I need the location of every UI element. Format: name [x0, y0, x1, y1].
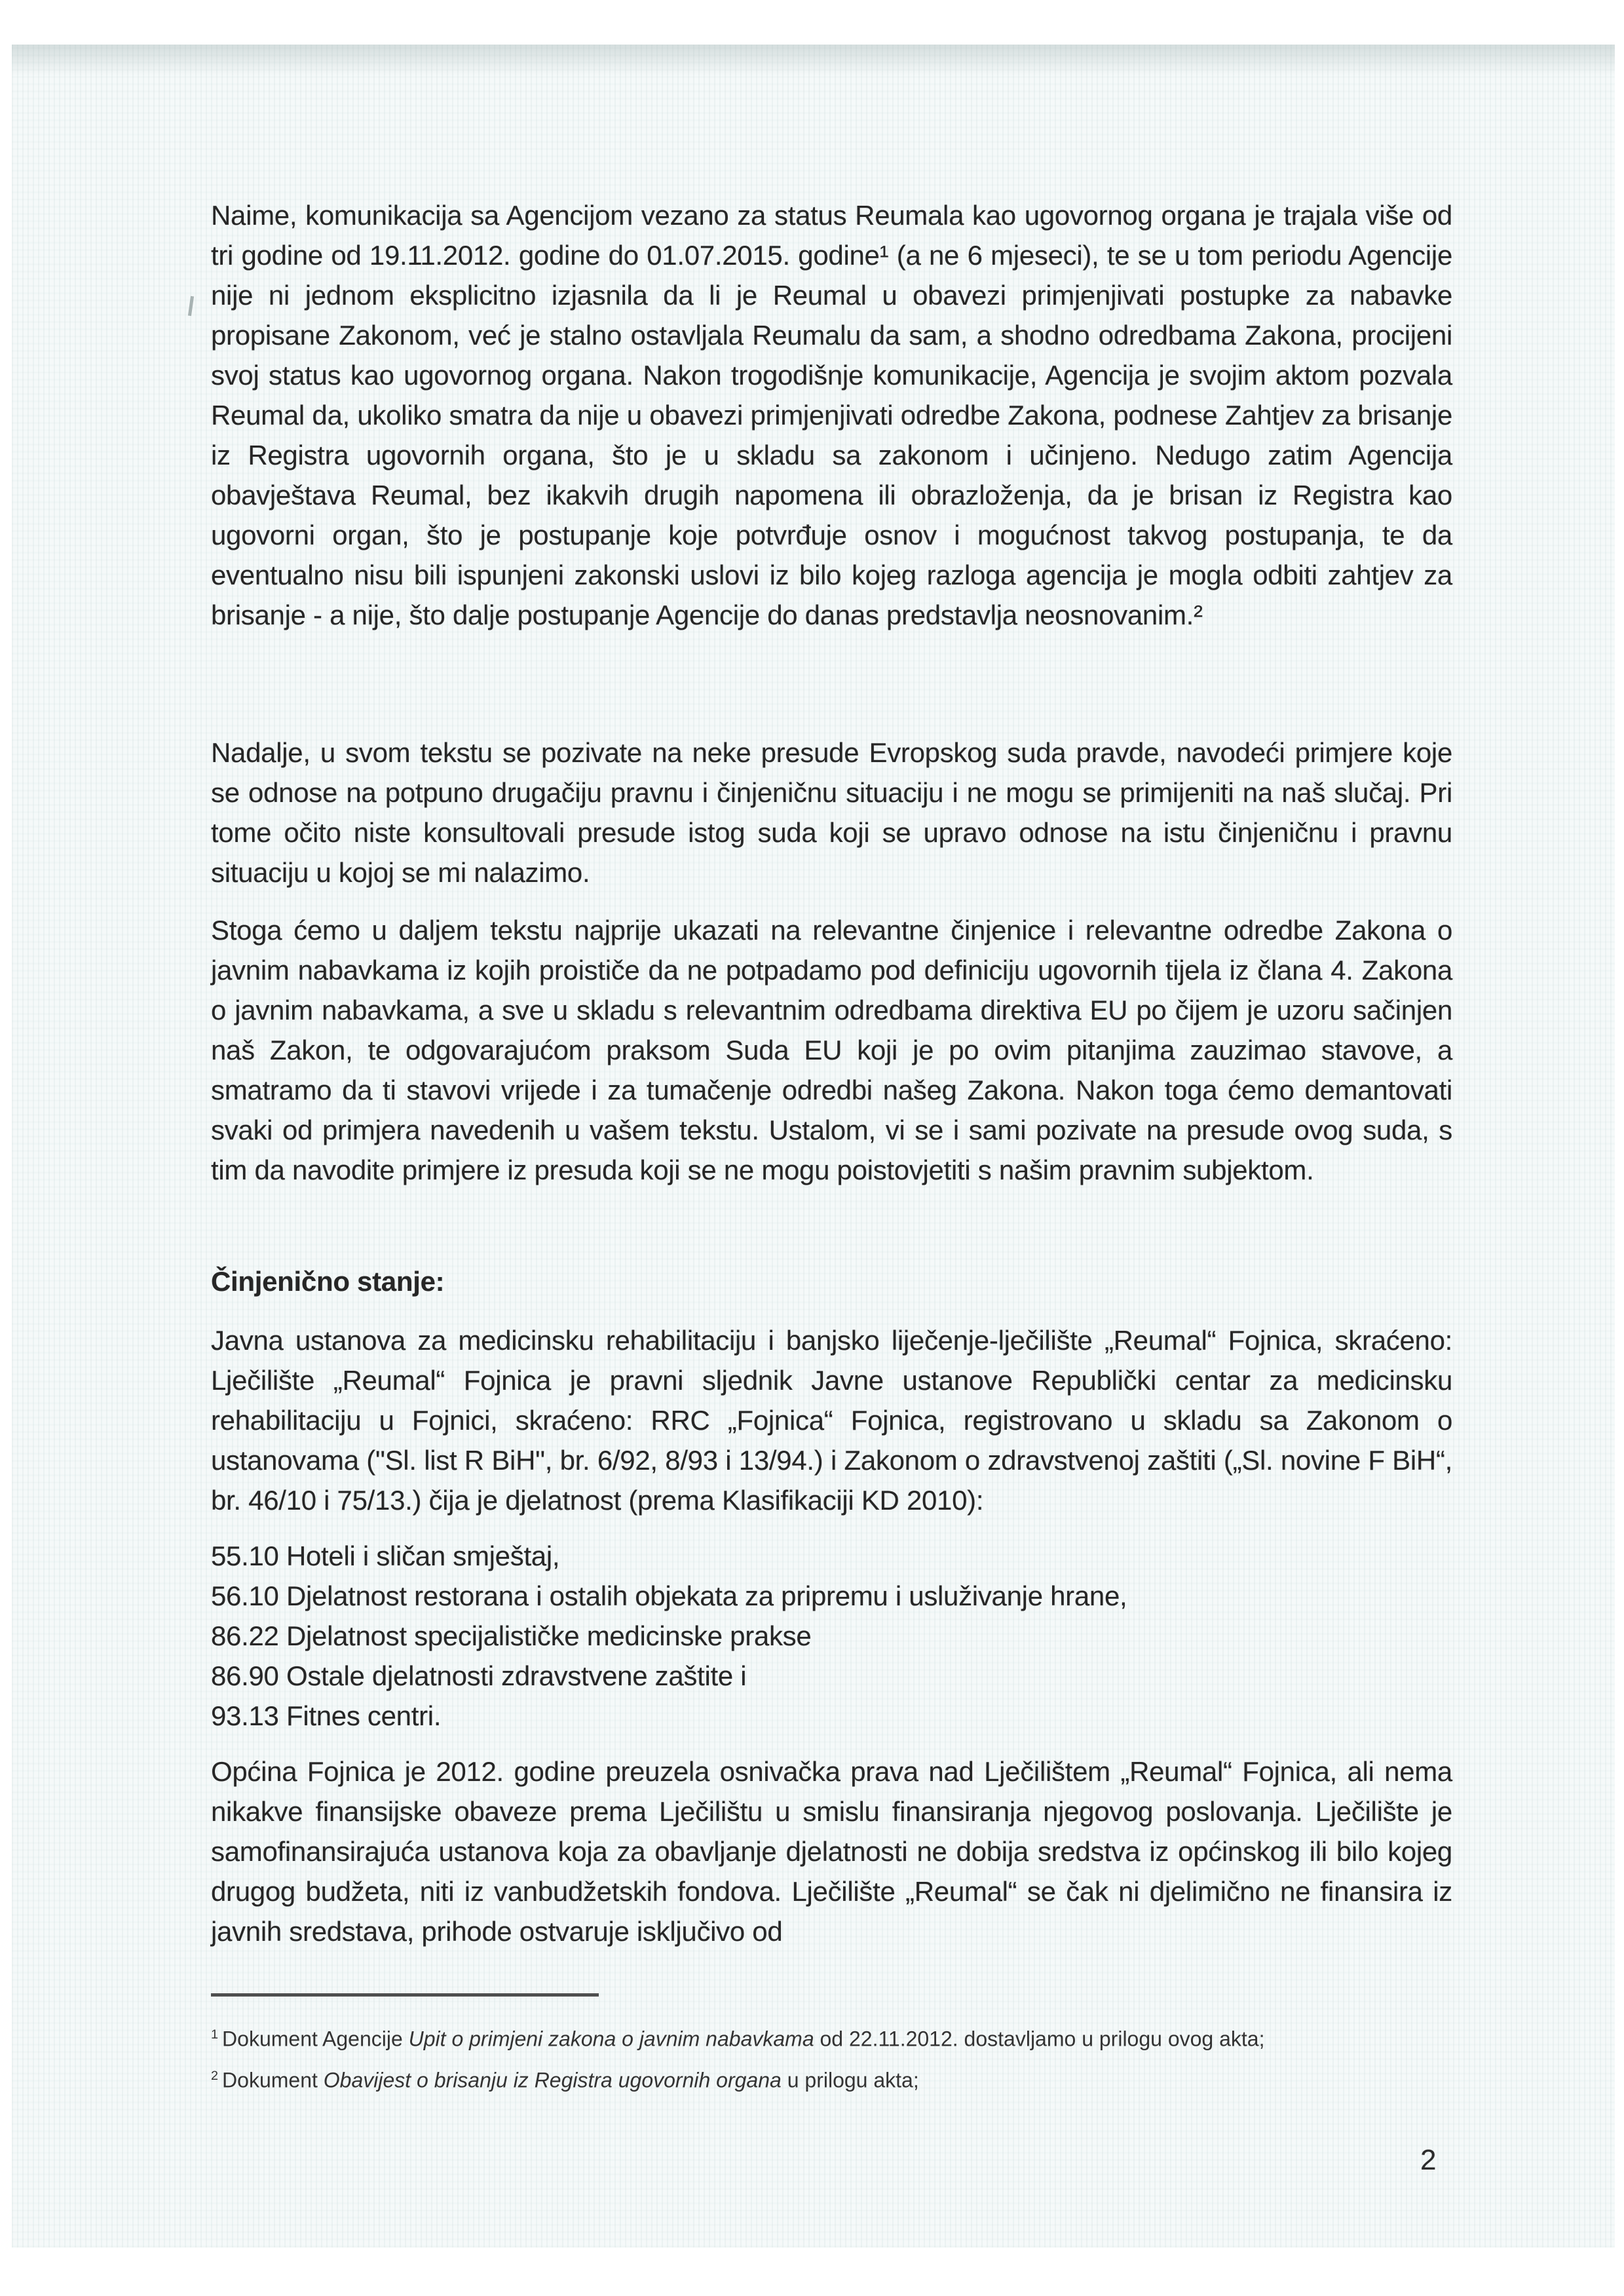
footnote-2 [211, 2058, 1344, 2098]
scan-top-edge-shadow [12, 45, 1615, 76]
section-heading-factual-situation: Činjenično stanje: [211, 1266, 445, 1297]
paragraph-municipality-founding-rights: Općina Fojnica je 2012. godine preuzela osnivačka prava nad Lječilištem „Reumal“ Fojnica, ali nema nikakve finansijske obaveze prema Lječilištu u smislu finansiranja njegovog poslovanja. Lječilište je samofinansirajuća ustanova koja za obavljanje djelatnosti ne dobija sredstva iz općinskog ili bilo kojeg drugog budžeta, niti iz vanbudžetskih fondova. Lječilište „Reumal“ se čak ni djelimično ne finansira iz javnih sredstava, prihode ostvaruje isključivo od [211, 1756, 1452, 1947]
footnote-separator-rule [211, 1993, 599, 1997]
footnote-2-document-title: Obavijest o brisanju iz Registra ugovornih organa [323, 2068, 782, 2092]
footnote-2-text-post: u prilogu akta; [781, 2068, 919, 2092]
paragraph-communication-with-agency: Naime, komunikacija sa Agencijom vezano za status Reumala kao ugovornog organa je trajala više od tri godine od 19.11.2012. godine do 01.07.2015. godine¹ (a ne 6 mjeseci), te se u tom periodu Agencije nije ni jednom eksplicitno izjasnila da li je Reumal u obavezi primjenjivati postupke za nabavke propisane Zakonom, već je stalno ostavljala Reumalu da sam, a shodno odredbama Zakona, procijeni svoj status kao ugovornog organa. Nakon trogodišnje komunikacije, Agencija je svojim aktom pozvala Reumal da, ukoliko smatra da nije u obavezi primjenjivati odredbe Zakona, podnese Zahtjev za brisanje iz Registra ugovornih organa, što je u skladu sa zakonom i učinjeno. Nedugo zatim Agencija obavještava Reumal, bez ikakvih drugih napomena ili obrazloženja, da je brisan iz Registra kao ugovorni organ, što je postupanje koje potvrđuje osnov i mogućnost takvog postupanja, te da eventualno nisu bili ispunjeni zakonski uslovi iz bilo kojeg razloga agencija je mogla odbiti zahtjev za brisanje - a nije, što dalje postupanje Agencije do danas predstavlja neosnovanim.² [211, 200, 1452, 630]
footnote-1-document-title: Upit o primjeni zakona o javnim nabavkama [408, 2027, 814, 2051]
activity-code-list [211, 1536, 1452, 1736]
page-number: 2 [1420, 2144, 1437, 2176]
footnote-1-text-pre: Dokument Agencije [222, 2027, 409, 2051]
activity-item-fitness-centers: 93.13 Fitnes centri. [211, 1700, 442, 1731]
activity-item-restaurants: 56.10 Djelatnost restorana i ostalih objekata za pripremu i usluživanje hrane, [211, 1580, 1127, 1611]
footnote-2-text-pre: Dokument [222, 2068, 324, 2092]
footnote-2-marker: 2 [211, 2068, 219, 2083]
footnote-1-text-post: od 22.11.2012. dostavljamo u prilogu ovog akta; [814, 2027, 1265, 2051]
activity-item-other-healthcare: 86.90 Ostale djelatnosti zdravstvene zaštite i [211, 1660, 747, 1691]
activity-item-hotels: 55.10 Hoteli i sličan smještaj, [211, 1540, 560, 1571]
footnotes-block [211, 2017, 1344, 2099]
paragraph-institution-legal-status: Javna ustanova za medicinsku rehabilitaciju i banjsko liječenje-lječilište „Reumal“ Fojnica, skraćeno: Lječilište „Reumal“ Fojnica je pravni sljednik Javne ustanove Republički centar za medicinsku rehabilitaciju u Fojnici, skraćeno: RRC „Fojnica“ Fojnica, registrovano u skladu sa Zakonom o ustanovama ("Sl. list R BiH", br. 6/92, 8/93 i 13/94.) i Zakonom o zdravstvenoj zaštiti („Sl. novine F BiH“, br. 46/10 i 75/13.) čija je djelatnost (prema Klasifikaciji KD 2010): [211, 1325, 1452, 1516]
paragraph-relevant-facts-announcement: Stoga ćemo u daljem tekstu najprije ukazati na relevantne činjenice i relevantne odredbe Zakona o javnim nabavkama iz kojih proističe da ne potpadamo pod definiciju ugovornih tijela iz člana 4. Zakona o javnim nabavkama, a sve u skladu s relevantnim odredbama direktiva EU po čijem je uzoru sačinjen naš Zakon, te odgovarajućom praksom Suda EU koji je po ovim pitanjima zauzimao stavove, a smatramo da ti stavovi vrijede i za tumačenje odredbi našeg Zakona. Nakon toga ćemo demantovati svaki od primjera navedenih u vašem tekstu. Ustalom, vi se i sami pozivate na presude ovog suda, s tim da navodite primjere iz presuda koji se ne mogu poistovjetiti s našim pravnim subjektom. [211, 915, 1452, 1185]
activity-item-medical-practice: 86.22 Djelatnost specijalističke medicinske prakse [211, 1620, 812, 1651]
paragraph-eu-court-judgments: Nadalje, u svom tekstu se pozivate na neke presude Evropskog suda pravde, navodeći primjere koje se odnose na potpuno drugačiju pravnu i činjeničnu situaciju i ne mogu se primijeniti na naš slučaj. Pri tome očito niste konsultovali presude istog suda koji se upravo odnose na istu činjeničnu i pravnu situaciju u kojoj se mi nalazimo. [211, 737, 1452, 888]
footnote-1 [211, 2017, 1344, 2057]
footnote-1-marker: 1 [211, 2027, 219, 2042]
